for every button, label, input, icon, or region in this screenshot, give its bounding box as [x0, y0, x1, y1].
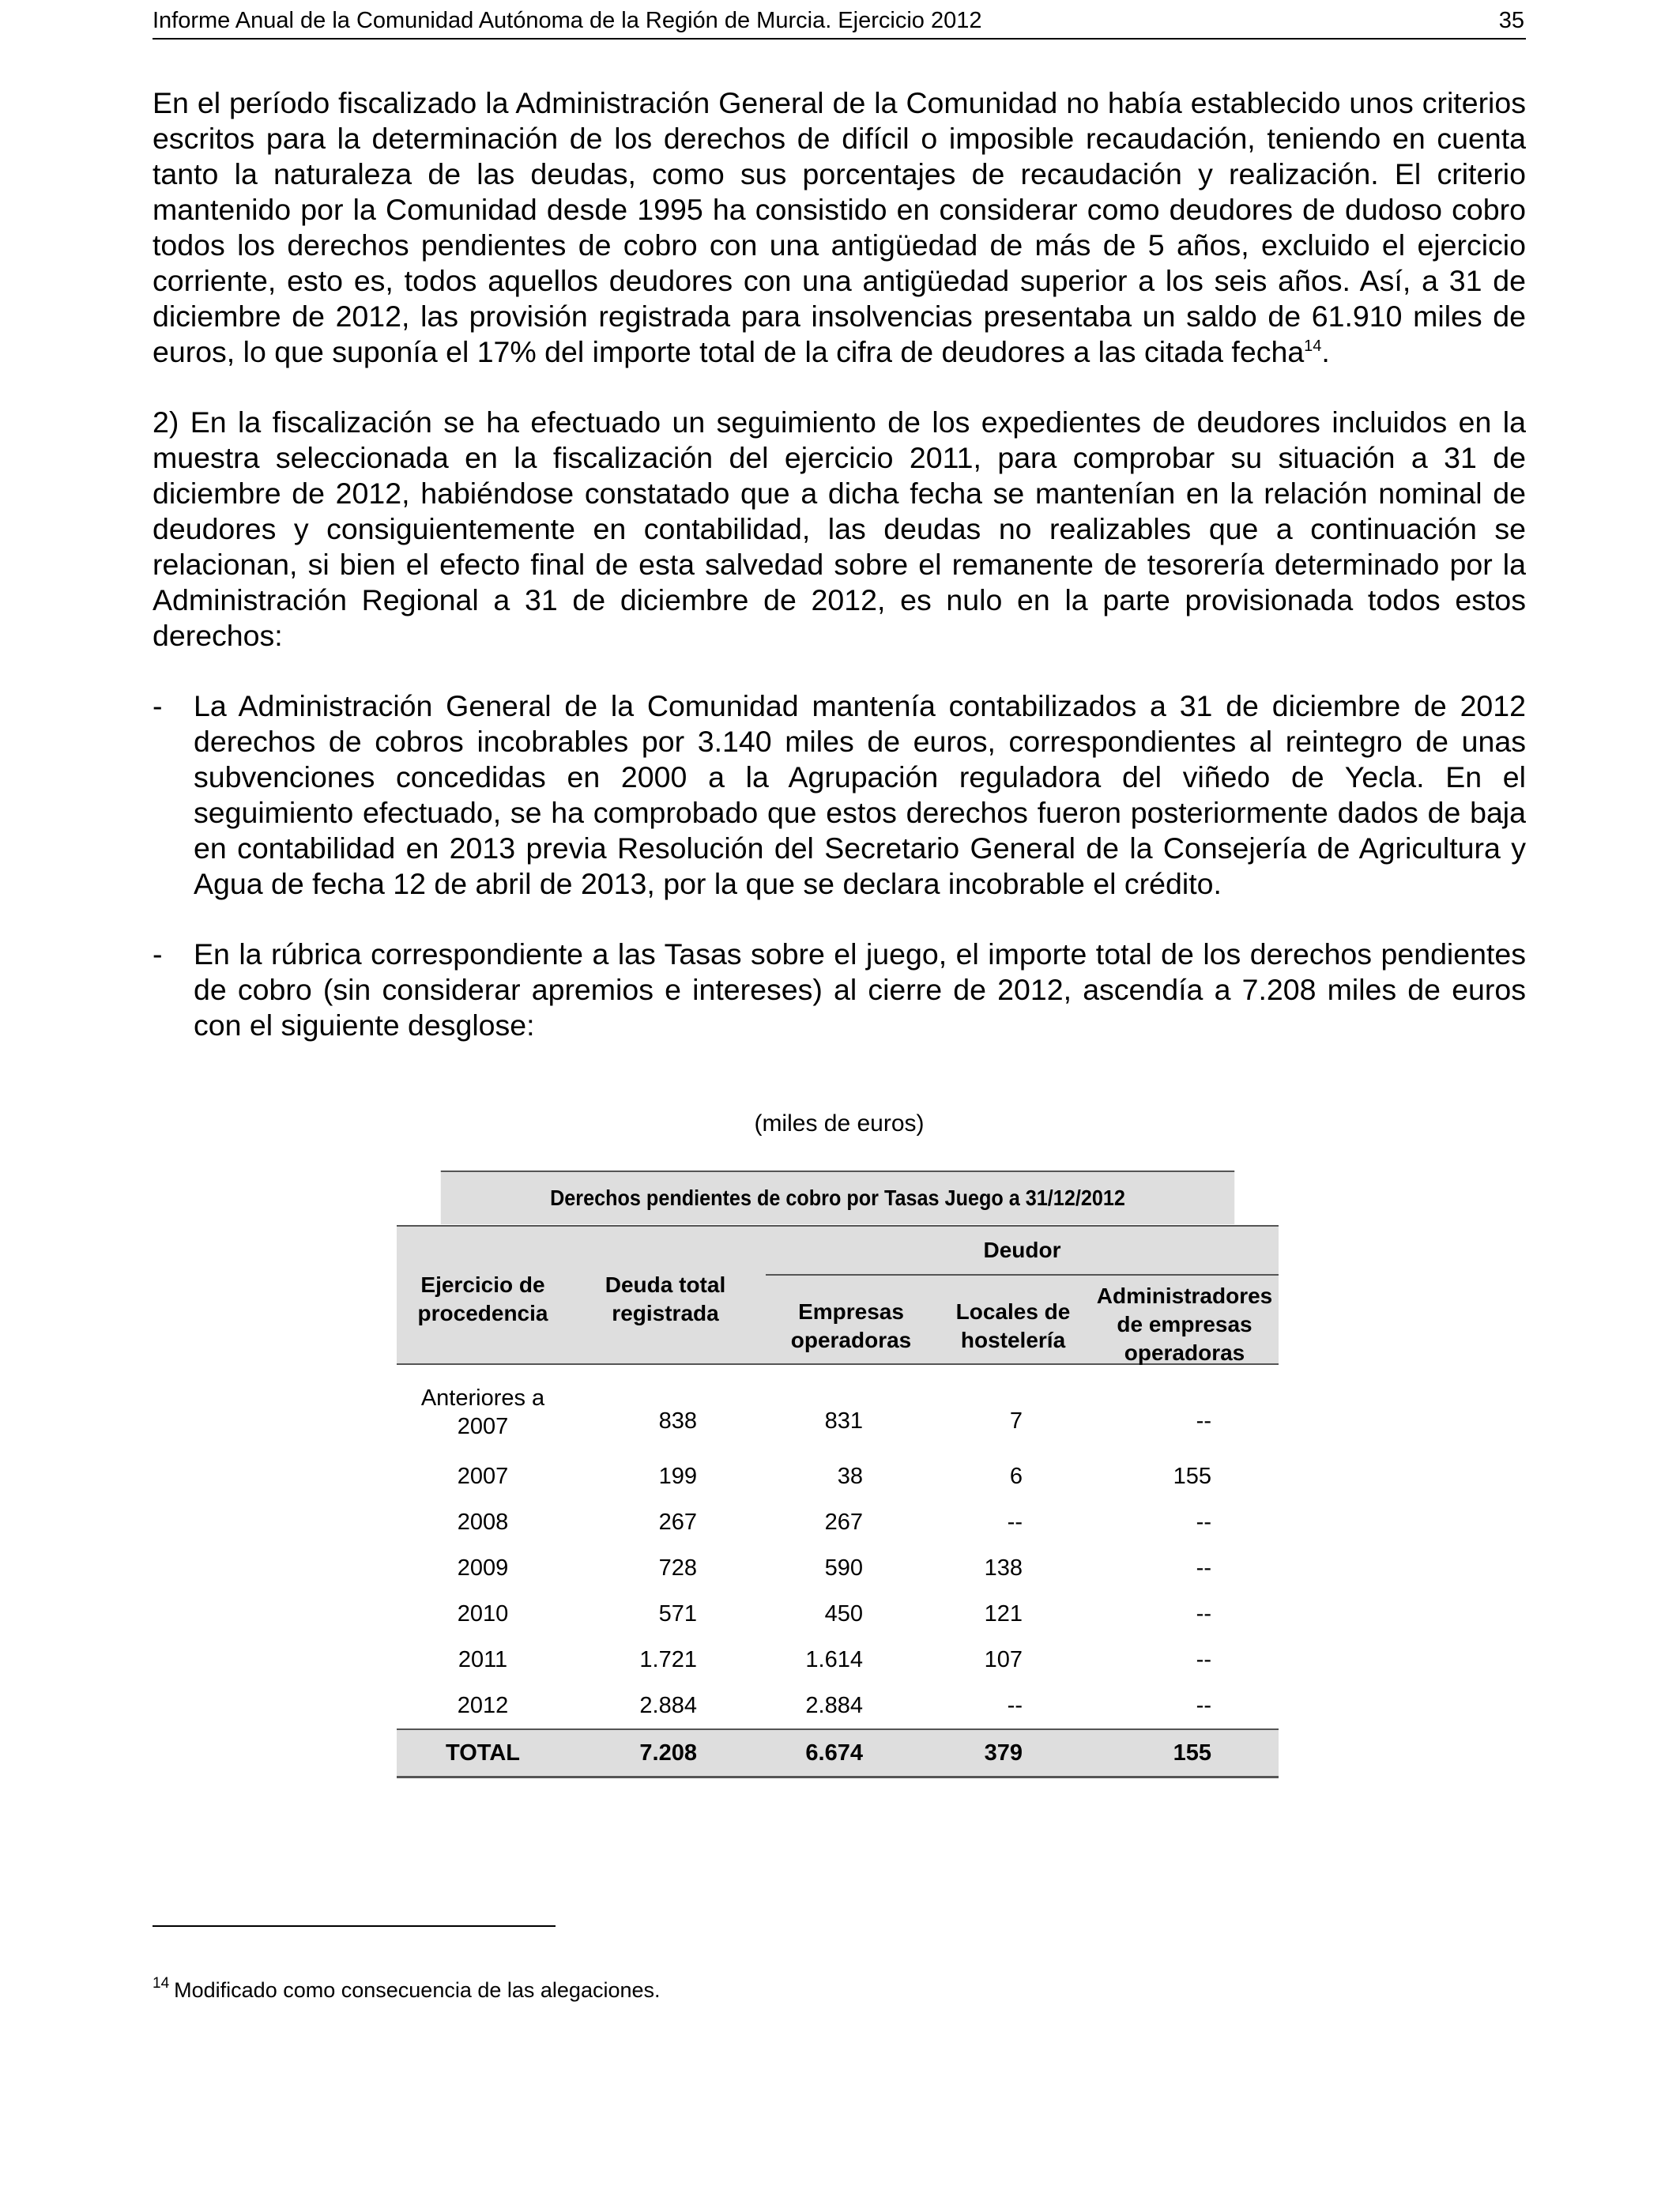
cell-year: 2011 — [458, 1647, 508, 1672]
cell-year-line2: 2007 — [457, 1414, 509, 1439]
cell-locales: -- — [1007, 1693, 1023, 1718]
cell-locales: 107 — [984, 1647, 1023, 1672]
body-text — [153, 85, 1526, 1078]
bullet-item — [153, 937, 1526, 1043]
running-header — [153, 3, 1526, 40]
cell-locales: -- — [1007, 1510, 1023, 1535]
cell-year: 2012 — [457, 1693, 509, 1718]
cell-empresas: 1.614 — [805, 1647, 863, 1672]
cell-administradores: -- — [1196, 1647, 1211, 1672]
table-caption: (miles de euros) — [754, 1110, 925, 1137]
cell-debt: 1.721 — [639, 1647, 697, 1672]
cell-empresas: 38 — [837, 1464, 863, 1489]
cell-debt: 2.884 — [639, 1693, 697, 1718]
header-administradores: Administradores de empresas operadoras — [1096, 1284, 1273, 1365]
table-row — [397, 1545, 1279, 1591]
cell-empresas: 450 — [824, 1601, 863, 1627]
header-year: Ejercicio de procedencia — [417, 1272, 548, 1325]
cell-empresas: 831 — [824, 1408, 863, 1434]
paragraph-seguimiento: 2) En la fiscalización se ha efectuado un seguimiento de los expedientes de deudores incluidos en la muestra seleccionada en la fiscalización del ejercicio 2011, para comprobar su situación a 31 de diciembre de 2012, habiéndose constatado que a dicha fecha se mantenían en la relación nominal de deudores y consiguientemente en contabilidad, las deudas no realizables que a continuación se relacionan, si bien el efecto final de esta salvedad sobre el remanente de tesorería determinado por la Administración Regional a 31 de diciembre de 2012, es nulo en la parte provisionada todos estos derechos: — [153, 405, 1526, 652]
bullet-dash: - — [153, 689, 163, 722]
cell-locales: 121 — [984, 1601, 1023, 1627]
bullet-dash: - — [153, 937, 163, 971]
cell-administradores: -- — [1196, 1408, 1211, 1434]
bullet-item — [153, 688, 1526, 902]
cell-empresas: 590 — [824, 1555, 863, 1581]
table-row — [397, 1637, 1279, 1683]
cell-empresas: 267 — [824, 1510, 863, 1535]
paragraph-end: . — [1321, 335, 1330, 368]
table-row — [397, 1453, 1279, 1499]
footnote-divider — [153, 1925, 556, 1927]
deudor-divider — [766, 1274, 1279, 1276]
cell-debt: 199 — [658, 1464, 697, 1489]
cell-debt: 571 — [658, 1601, 697, 1627]
table-row — [397, 1683, 1279, 1728]
cell-year: 2007 — [457, 1464, 509, 1489]
page-number: 35 — [1498, 8, 1524, 33]
footnote-ref[interactable]: 14 — [1304, 337, 1322, 355]
header-locales: Locales de hostelería — [955, 1299, 1071, 1352]
cell-administradores: 155 — [1173, 1464, 1211, 1489]
cell-administradores: -- — [1196, 1601, 1211, 1627]
cell-empresas: 2.884 — [805, 1693, 863, 1718]
cell-debt: 267 — [658, 1510, 697, 1535]
table-row — [397, 1381, 1279, 1444]
header-deudor: Deudor — [983, 1238, 1061, 1262]
cell-debt: 728 — [658, 1555, 697, 1581]
cell-administradores: -- — [1196, 1693, 1211, 1718]
total-administradores: 155 — [1173, 1740, 1211, 1766]
cell-locales: 138 — [984, 1555, 1023, 1581]
cell-debt: 838 — [658, 1408, 697, 1434]
cell-year: 2009 — [457, 1555, 509, 1581]
debt-table — [397, 1171, 1279, 1778]
cell-locales: 7 — [1009, 1408, 1023, 1434]
header-empresas: Empresas operadoras — [790, 1299, 912, 1352]
table-title: Derechos pendientes de cobro por Tasas Juego a 31/12/2012 — [441, 1171, 1234, 1224]
bullet-text: La Administración General de la Comunidad mantenía contabilizados a 31 de diciembre de 2012 derechos de cobros incobrables por 3.140 miles de euros, correspondientes al reintegro de unas subvenciones concedidas en 2000 a la Agrupación reguladora del viñedo de Yecla. En el seguimiento efectuado, se ha comprobado que estos derechos fueron posteriormente dados de baja en contabilidad en 2013 previa Resolución del Secretario General de la Consejería de Agricultura y Agua de fecha 12 de abril de 2013, por la que se declara incobrable el crédito. — [194, 689, 1526, 900]
footnote-text: Modificado como consecuencia de las alegaciones. — [174, 1978, 661, 2002]
paragraph-provision — [153, 85, 1526, 370]
paragraph-provision-text: En el período fiscalizado la Administración General de la Comunidad no había establecido unos criterios escritos para la determinación de los derechos de difícil o imposible recaudación, teniendo en cuenta tanto la naturaleza de las deudas, como sus porcentajes de recaudación y realización. El criterio mantenido por la Comunidad desde 1995 ha consistido en considerar como deudores de dudoso cobro todos los derechos pendientes de cobro con una antigüedad de más de 5 años, excluido el ejercicio corriente, esto es, todos aquellos deudores con una antigüedad superior a los seis años. Así, a 31 de diciembre de 2012, las provisión registrada para insolvencias presentaba un saldo de 61.910 miles de euros, lo que suponía el 17% del importe total de la cifra de deudores a las citada fecha — [153, 86, 1526, 368]
total-label: TOTAL — [446, 1740, 520, 1766]
cell-year: 2008 — [457, 1510, 509, 1535]
cell-year-line1: Anteriores a — [420, 1385, 545, 1411]
footnote-number: 14 — [153, 1975, 170, 1992]
header-title: Informe Anual de la Comunidad Autónoma de la Región de Murcia. Ejercicio 2012 — [153, 8, 982, 33]
table-row — [397, 1499, 1279, 1545]
total-debt: 7.208 — [639, 1740, 697, 1766]
table-row — [397, 1591, 1279, 1637]
table-total-row — [397, 1728, 1279, 1778]
total-locales: 379 — [984, 1740, 1023, 1766]
cell-locales: 6 — [1009, 1464, 1023, 1489]
cell-administradores: -- — [1196, 1555, 1211, 1581]
bullet-text: En la rúbrica correspondiente a las Tasas sobre el juego, el importe total de los derechos pendientes de cobro (sin considerar apremios e intereses) al cierre de 2012, ascendía a 7.208 miles de euros con el siguiente desglose: — [194, 937, 1526, 1042]
cell-administradores: -- — [1196, 1510, 1211, 1535]
table-header — [397, 1225, 1279, 1365]
header-debt: Deuda total registrada — [605, 1272, 726, 1325]
total-empresas: 6.674 — [805, 1740, 863, 1766]
footnote — [153, 1974, 661, 2006]
cell-year: 2010 — [457, 1601, 509, 1627]
